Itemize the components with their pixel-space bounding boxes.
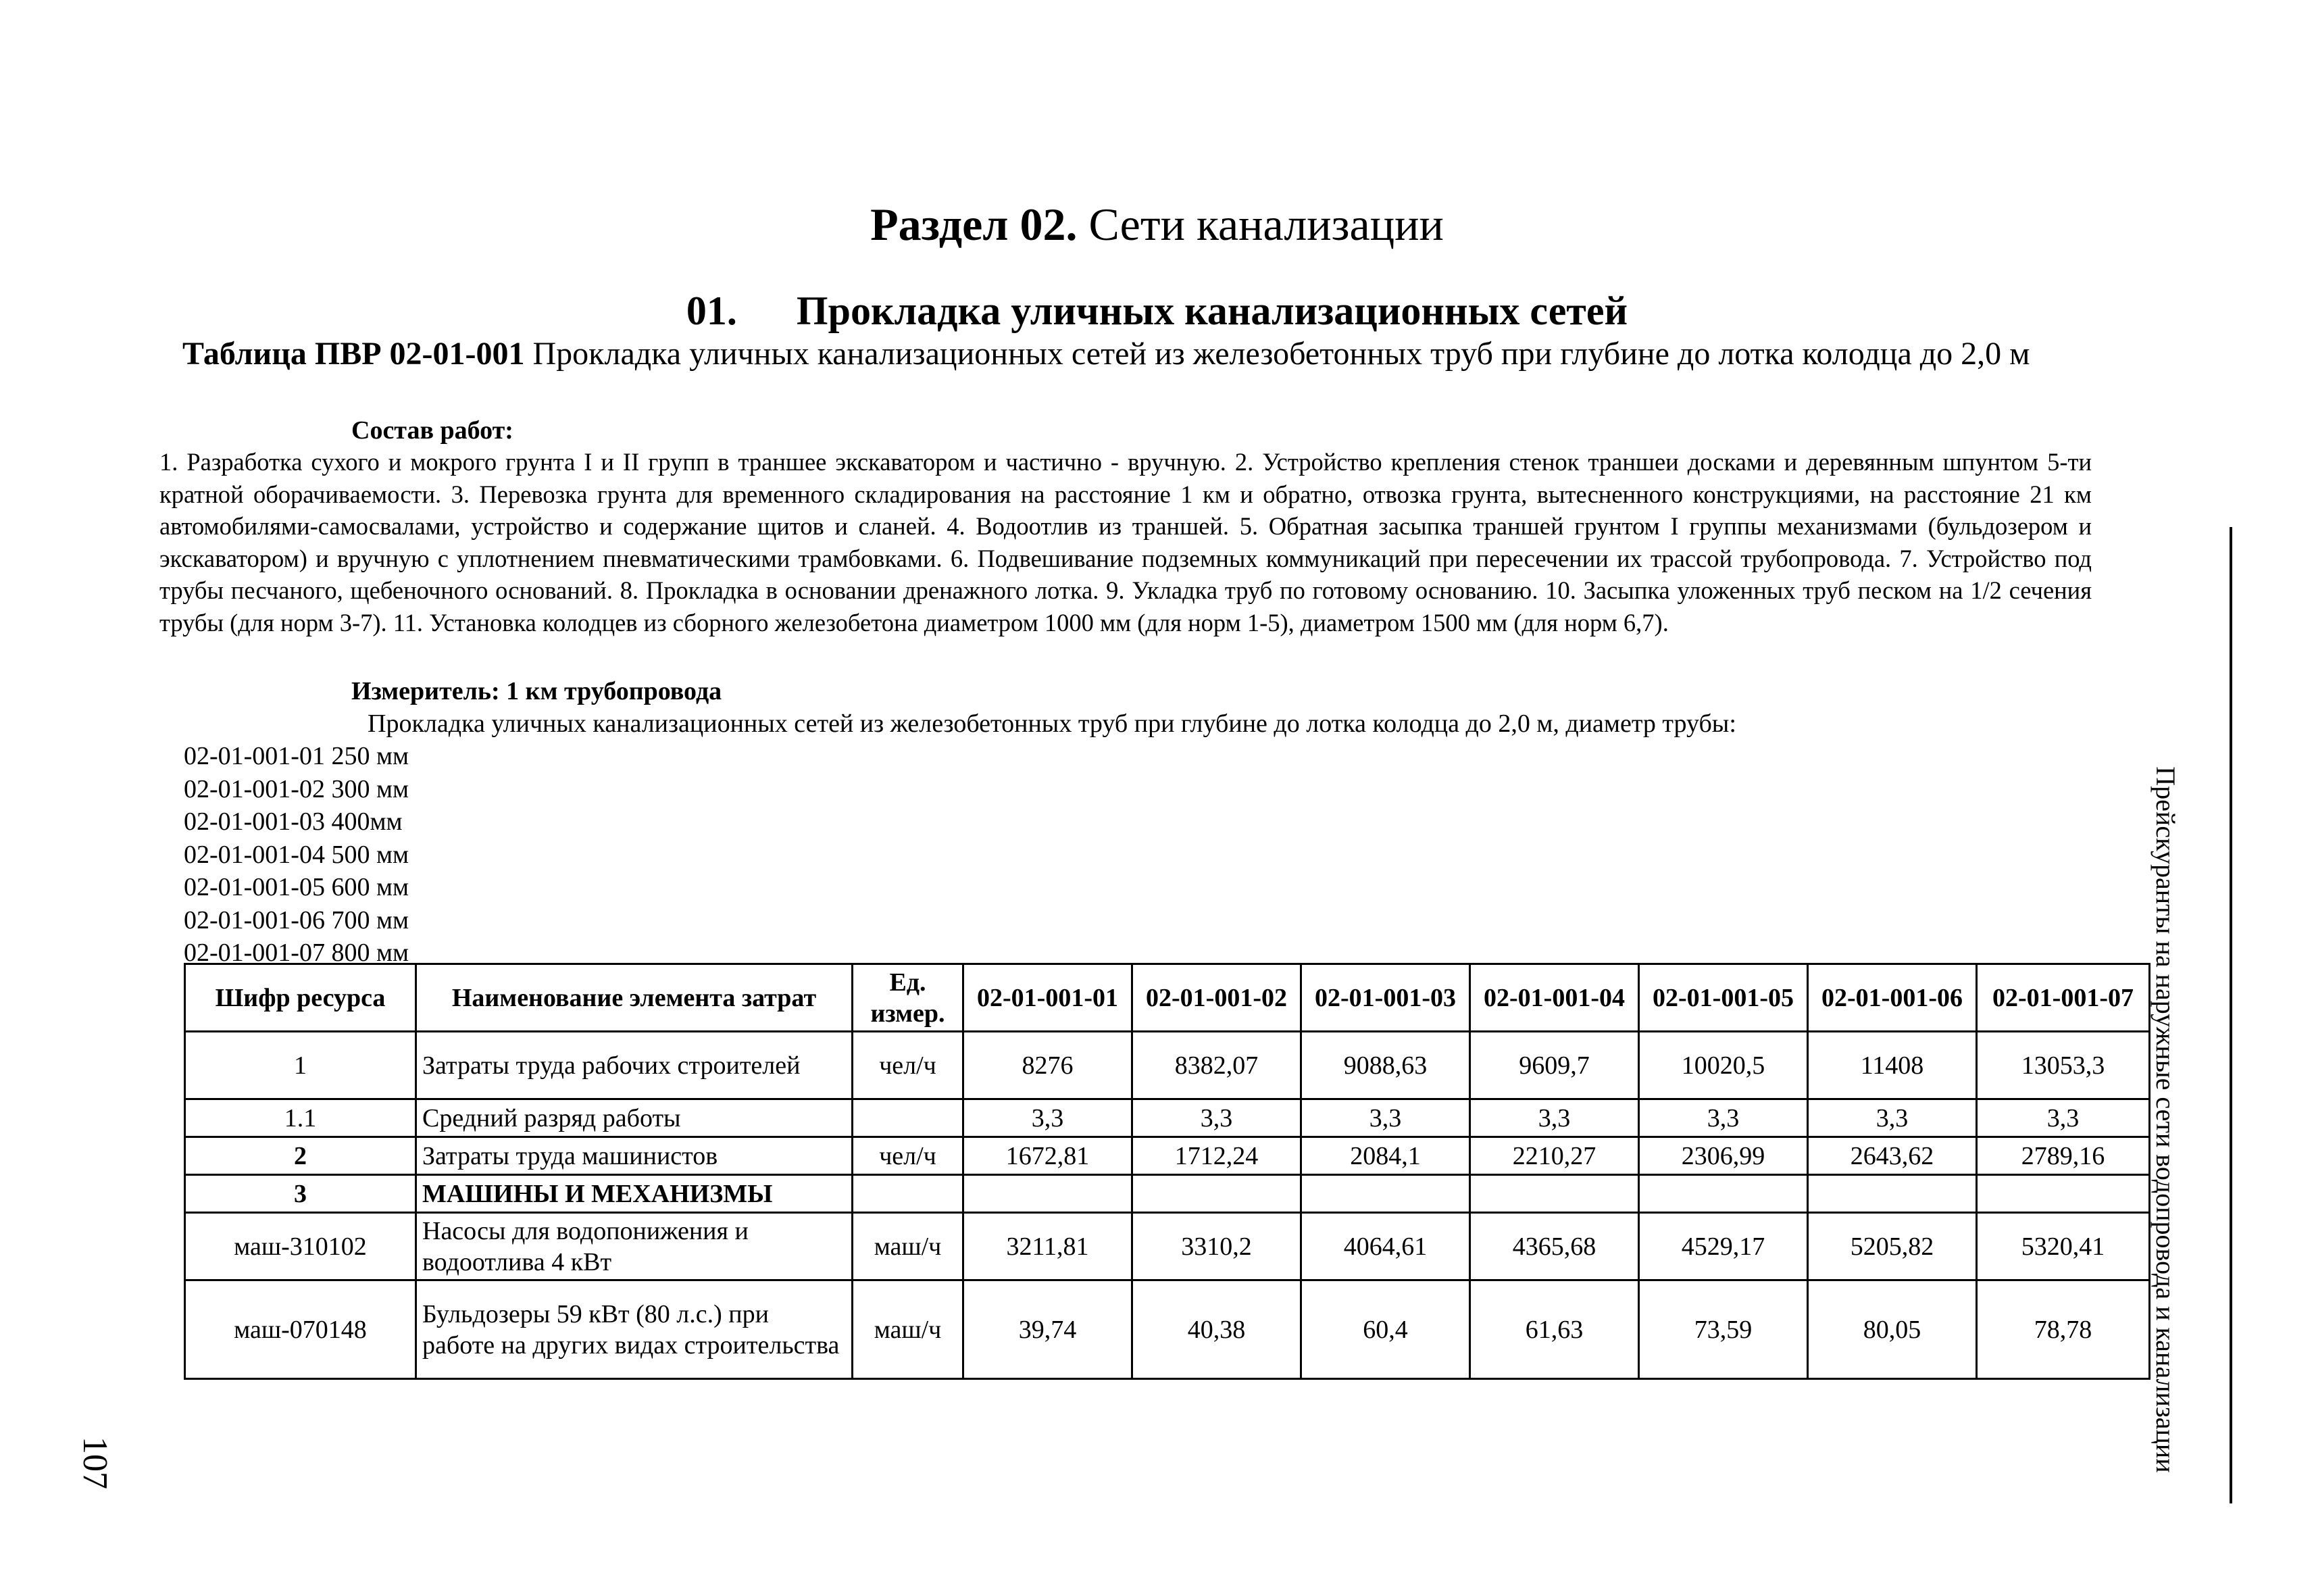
- cell-value: 60,4: [1301, 1280, 1470, 1379]
- cell-value: 5320,41: [1977, 1213, 2150, 1280]
- cell-unit: маш/ч: [853, 1213, 963, 1280]
- cell-value: 4529,17: [1639, 1213, 1808, 1280]
- cell-value: 3,3: [1132, 1099, 1301, 1137]
- cell-value: 3,3: [1808, 1099, 1977, 1137]
- cell-code: маш-070148: [185, 1280, 416, 1379]
- cell-name: МАШИНЫ И МЕХАНИЗМЫ: [416, 1175, 853, 1213]
- cell-name: Бульдозеры 59 кВт (80 л.с.) при работе на других видах строительства: [416, 1280, 853, 1379]
- side-divider-line: [2230, 527, 2232, 1503]
- cell-unit: [853, 1099, 963, 1137]
- cell-value: 61,63: [1470, 1280, 1639, 1379]
- cell-value: 3310,2: [1132, 1213, 1301, 1280]
- header-norm-01: 02-01-001-01: [963, 964, 1132, 1032]
- header-norm-02: 02-01-001-02: [1132, 964, 1301, 1032]
- cell-value: 2084,1: [1301, 1137, 1470, 1175]
- cell-code: 3: [185, 1175, 416, 1213]
- cell-unit: маш/ч: [853, 1280, 963, 1379]
- cell-code: 2: [185, 1137, 416, 1175]
- table-row: [185, 1032, 2150, 1099]
- cell-name: Затраты труда рабочих строителей: [416, 1032, 853, 1099]
- cell-value: 8382,07: [1132, 1032, 1301, 1099]
- cell-value: 1712,24: [1132, 1137, 1301, 1175]
- table-row: [185, 1175, 2150, 1213]
- cell-value: 78,78: [1977, 1280, 2150, 1379]
- cell-value: 13053,3: [1977, 1032, 2150, 1099]
- norm-list-item: 02-01-001-06 700 мм: [184, 905, 409, 934]
- cell-value: 4064,61: [1301, 1213, 1470, 1280]
- table-title-text: Прокладка уличных канализационных сетей из железобетонных труб при глубине до лотка колодца до 2,0 м: [524, 336, 2030, 372]
- section-title: [0, 197, 2314, 251]
- cell-name: Затраты труда машинистов: [416, 1137, 853, 1175]
- header-code: Шифр ресурса: [185, 964, 416, 1032]
- section-prefix: Раздел 02.: [870, 199, 1078, 250]
- subsection-number: 01.: [686, 289, 737, 333]
- cell-value: [1639, 1175, 1808, 1213]
- cell-value: [1470, 1175, 1639, 1213]
- header-norm-04: 02-01-001-04: [1470, 964, 1639, 1032]
- cell-value: 3,3: [1470, 1099, 1639, 1137]
- cell-value: 2643,62: [1808, 1137, 1977, 1175]
- cell-value: 3,3: [1301, 1099, 1470, 1137]
- meter-label: Измеритель: 1 км трубопровода: [351, 677, 722, 705]
- cell-value: [1132, 1175, 1301, 1213]
- table-row: [185, 1137, 2150, 1175]
- header-norm-03: 02-01-001-03: [1301, 964, 1470, 1032]
- subsection-title: [0, 287, 2314, 334]
- cell-value: 3,3: [1977, 1099, 2150, 1137]
- cell-value: 3211,81: [963, 1213, 1132, 1280]
- norm-list-item: 02-01-001-03 400мм: [184, 807, 403, 836]
- cell-value: 2789,16: [1977, 1137, 2150, 1175]
- table-row: [185, 1213, 2150, 1280]
- cell-value: 2210,27: [1470, 1137, 1639, 1175]
- cell-value: 3,3: [1639, 1099, 1808, 1137]
- cell-value: 9609,7: [1470, 1032, 1639, 1099]
- cell-code: маш-310102: [185, 1213, 416, 1280]
- table-row: [185, 1099, 2150, 1137]
- norm-list-item: 02-01-001-02 300 мм: [184, 774, 409, 803]
- cell-value: 11408: [1808, 1032, 1977, 1099]
- cell-value: 39,74: [963, 1280, 1132, 1379]
- cell-unit: [853, 1175, 963, 1213]
- cell-code: 1.1: [185, 1099, 416, 1137]
- cell-value: 4365,68: [1470, 1213, 1639, 1280]
- header-name: Наименование элемента затрат: [416, 964, 853, 1032]
- header-norm-06: 02-01-001-06: [1808, 964, 1977, 1032]
- norm-list-item: 02-01-001-05 600 мм: [184, 873, 409, 901]
- page-number: 107: [76, 1437, 114, 1489]
- cell-unit: чел/ч: [853, 1032, 963, 1099]
- table-title-prefix: Таблица ПВР 02-01-001: [182, 336, 525, 372]
- table-title: [182, 334, 2101, 374]
- section-name: Сети канализации: [1077, 199, 1444, 250]
- header-unit: Ед. измер.: [853, 964, 963, 1032]
- cell-value: 73,59: [1639, 1280, 1808, 1379]
- norm-list-item: 02-01-001-01 250 мм: [184, 742, 409, 770]
- cell-name: Насосы для водопонижения и водоотлива 4 кВт: [416, 1213, 853, 1280]
- table-header-row: [185, 964, 2150, 1032]
- cell-value: [963, 1175, 1132, 1213]
- cell-value: [1977, 1175, 2150, 1213]
- cell-code: 1: [185, 1032, 416, 1099]
- cell-value: 2306,99: [1639, 1137, 1808, 1175]
- cell-value: 40,38: [1132, 1280, 1301, 1379]
- side-running-title: Прейскуранты на наружные сети водопровода и канализации: [2150, 766, 2181, 1473]
- table-row: [185, 1280, 2150, 1379]
- work-composition-label: Состав работ:: [351, 416, 513, 445]
- cell-value: 10020,5: [1639, 1032, 1808, 1099]
- cell-value: 80,05: [1808, 1280, 1977, 1379]
- resource-table: [184, 963, 2150, 1380]
- header-norm-07: 02-01-001-07: [1977, 964, 2150, 1032]
- cell-value: 9088,63: [1301, 1032, 1470, 1099]
- cell-value: [1301, 1175, 1470, 1213]
- cell-value: 5205,82: [1808, 1213, 1977, 1280]
- norm-list: [184, 740, 409, 970]
- cell-value: 1672,81: [963, 1137, 1132, 1175]
- cell-value: 3,3: [963, 1099, 1132, 1137]
- subsection-name: Прокладка уличных канализационных сетей: [796, 289, 1628, 333]
- cell-unit: чел/ч: [853, 1137, 963, 1175]
- cell-value: [1808, 1175, 1977, 1213]
- header-norm-05: 02-01-001-05: [1639, 964, 1808, 1032]
- norm-list-item: 02-01-001-04 500 мм: [184, 840, 409, 869]
- work-composition-text: 1. Разработка сухого и мокрого грунта I и II групп в траншее экскаватором и частично - вручную. 2. Устройство крепления стенок траншеи досками и деревянным шпунтом 5-ти кратной оборачиваемости. 3. Перевозка грунта для временного складирования на расстояние 1 км и обратно, отвозка грунта, вытесненного конструкциями, на расстояние 21 км автомобилями-самосвалами, устройство и содержание щитов и сланей. 4. Водоотлив из траншей. 5. Обратная засыпка траншей грунтом I группы механизмами (бульдозером и экскаватором) и вручную с уплотнением пневматическими трамбовками. 6. Подвешивание подземных коммуникаций при пересечении их трассой трубопровода. 7. Устройство под трубы песчаного, щебеночного оснований. 8. Прокладка в основании дренажного лотка. 9. Укладка труб по готовому основанию. 10. Засыпка уложенных труб песком на 1/2 сечения трубы (для норм 3-7). 11. Установка колодцев из сборного железобетона диаметром 1000 мм (для норм 1-5), диаметром 1500 мм (для норм 6,7).: [159, 448, 2092, 637]
- norms-intro-line: Прокладка уличных канализационных сетей из железобетонных труб при глубине до лотка колодца до 2,0 м, диаметр трубы:: [368, 709, 1736, 738]
- cell-name: Средний разряд работы: [416, 1099, 853, 1137]
- cell-value: 8276: [963, 1032, 1132, 1099]
- norm-list-item: 02-01-001-07 800 мм: [184, 939, 409, 967]
